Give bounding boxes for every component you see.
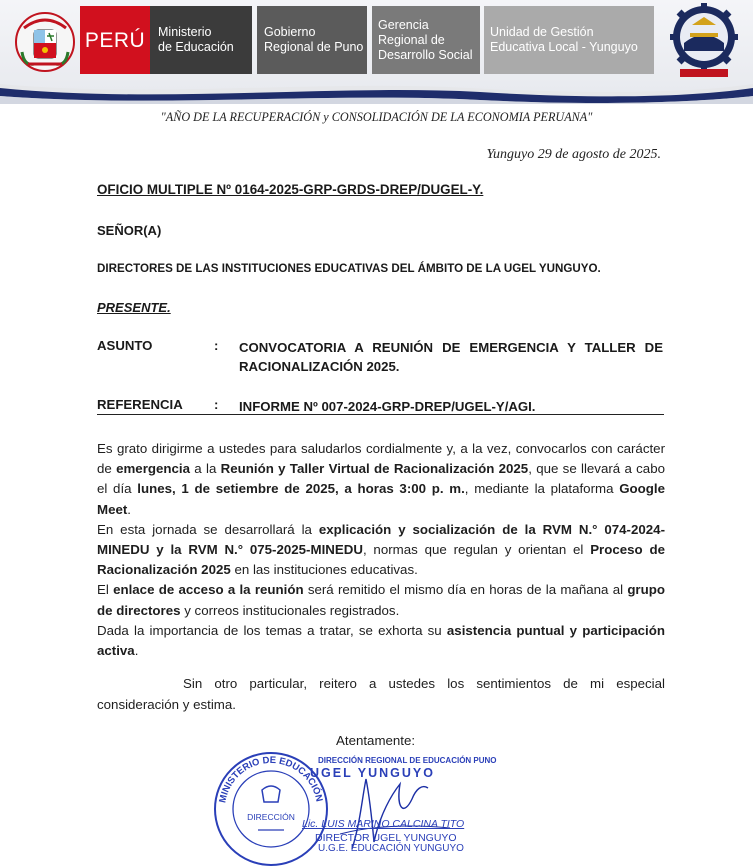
gobierno-regional-block xyxy=(257,6,367,74)
referencia-colon: : xyxy=(214,397,219,412)
seal-ring-text: MINISTERIO DE EDUCACIÓN xyxy=(217,754,325,804)
referencia-label: REFERENCIA xyxy=(97,397,183,412)
recipients-line: DIRECTORES DE LAS INSTITUCIONES EDUCATIVAS DEL ÁMBITO DE LA UGEL YUNGUYO. xyxy=(97,262,601,275)
body-text: , normas que regulan y orientan el xyxy=(362,542,591,558)
seal-center-text: DIRECCIÓN xyxy=(247,812,295,822)
body-text: y correos institucionales registrados. xyxy=(180,602,400,618)
stamp-ugel-name: UGEL YUNGUYO xyxy=(310,766,435,780)
stamp-direccion-regional: DIRECCIÓN REGIONAL DE EDUCACIÓN PUNO xyxy=(318,756,497,765)
asunto-label: ASUNTO xyxy=(97,338,153,353)
body-text: en las instituciones educativas. xyxy=(230,562,418,578)
gerencia-block xyxy=(372,6,480,74)
body-text: será remitido el mismo día en horas de la mañana al xyxy=(303,582,628,598)
body-paragraph-3 xyxy=(97,580,665,620)
gore-line-1: Gobierno xyxy=(264,25,316,39)
minedu-block xyxy=(150,6,252,74)
body-bold: Reunión y Taller Virtual de Racionalización 2025 xyxy=(220,461,529,477)
body-bold: Google Meet xyxy=(97,481,665,517)
gerencia-line-3: Desarrollo Social xyxy=(378,47,473,62)
letterhead-header xyxy=(0,0,753,100)
ugel-yunguyo-logo-icon xyxy=(670,3,738,79)
gerencia-line-1: Gerencia xyxy=(378,17,429,32)
body-text: En esta jornada se desarrollará la xyxy=(97,521,319,537)
gore-line-2: Regional de Puno xyxy=(264,40,364,54)
closing-paragraph: Sin otro particular, reitero a ustedes los sentimientos de mi especial consideración y estima. xyxy=(97,676,665,712)
body-bold: Proceso de Racionalización 2025 xyxy=(97,542,665,578)
referencia-value: INFORME Nº 007-2024-GRP-DREP/UGEL-Y/AGI. xyxy=(239,399,536,414)
body-text: El xyxy=(97,582,114,598)
ugel-line-2: Educativa Local - Yunguyo xyxy=(490,40,638,54)
peru-coat-of-arms-icon xyxy=(14,8,76,76)
stamp-signer-cargo: DIRECTOR UGEL YUNGUYO xyxy=(315,832,457,844)
minedu-line-2: de Educación xyxy=(158,40,234,54)
asunto-value: CONVOCATORIA A REUNIÓN DE EMERGENCIA Y TALLER DE RACIONALIZACIÓN 2025. xyxy=(239,340,663,374)
referencia-divider xyxy=(97,414,664,415)
header-wave-divider xyxy=(0,78,753,104)
body-text: . xyxy=(134,643,139,659)
signoff: Atentamente: xyxy=(336,733,416,748)
body-bold: lunes, 1 de setiembre de 2025, a horas 3:00 p. m. xyxy=(137,481,465,497)
body-bold: asistencia puntual y participación activa xyxy=(97,622,665,659)
gerencia-line-2: Regional de xyxy=(378,32,445,47)
body-text: , que se llevará a cabo el día xyxy=(97,461,665,497)
body-text: . xyxy=(127,501,131,517)
body-bold: grupo de directores xyxy=(97,582,665,618)
letter-body xyxy=(97,439,665,661)
oficio-number: OFICIO MULTIPLE Nº 0164-2025-GRP-GRDS-DREP/DUGEL-Y. xyxy=(97,182,484,197)
ugel-block xyxy=(484,6,654,74)
letter-date: Yunguyo 29 de agosto de 2025. xyxy=(486,147,661,162)
body-text: Es grato dirigirme a ustedes para saludarlos cordialmente y, a la vez, convocarlos con carácter de xyxy=(97,441,665,477)
year-motto: "AÑO DE LA RECUPERACIÓN y CONSOLIDACIÓN DE LA ECONOMIA PERUANA" xyxy=(160,110,593,124)
body-bold: enlace de acceso a la reunión xyxy=(113,582,304,598)
body-paragraph-2 xyxy=(97,520,665,581)
asunto-colon: : xyxy=(214,338,219,353)
minedu-line-1: Ministerio xyxy=(158,25,212,39)
stamp-office: U.G.E. EDUCACIÓN YUNGUYO xyxy=(318,843,464,854)
body-paragraph-4 xyxy=(97,621,665,661)
salutation: SEÑOR(A) xyxy=(97,223,162,238)
body-bold: emergencia xyxy=(116,461,191,477)
peru-brand-block xyxy=(80,6,150,74)
body-bold: explicación y socialización de la RVM N.° 074-2024-MINEDU y la RVM N.° 075-2025-MINEDU xyxy=(97,521,665,558)
peru-label: PERÚ xyxy=(84,28,146,52)
presente-label: PRESENTE. xyxy=(97,300,171,315)
body-text: Dada la importancia de los temas a tratar, se exhorta su xyxy=(97,622,447,638)
stamp-signer-name: Lic. LUIS MARINO CALCINA TITO xyxy=(302,818,465,830)
body-paragraph-1 xyxy=(97,439,665,520)
body-text: , mediante la plataforma xyxy=(464,481,620,497)
ugel-line-1: Unidad de Gestión xyxy=(490,25,594,39)
body-text: a la xyxy=(190,461,221,477)
